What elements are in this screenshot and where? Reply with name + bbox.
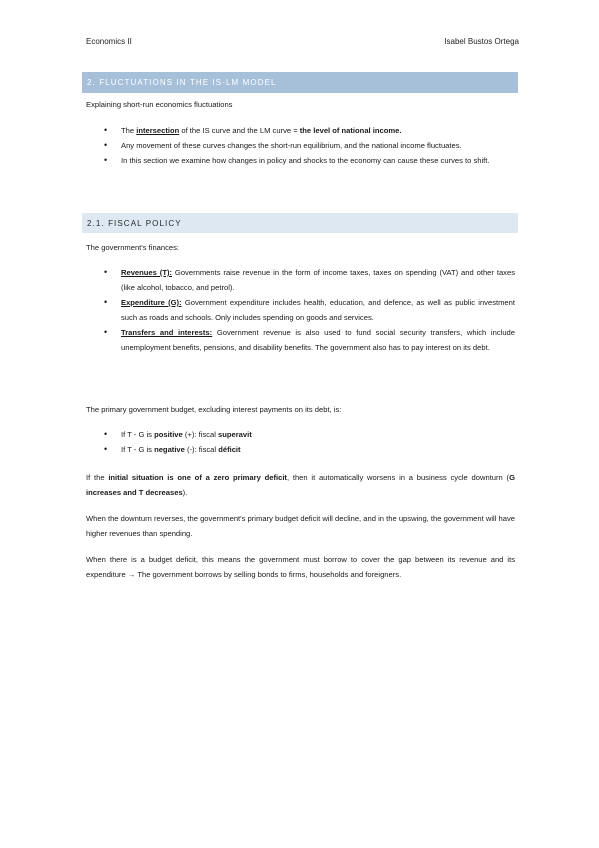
section2-intro: The government's finances: [86,243,180,252]
section-heading-is-lm: 2. FLUCTUATIONS IN THE IS-LM MODEL [82,72,518,93]
list-item: • If T - G is positive (+): fiscal superavit [86,427,515,442]
list-item: • The intersection of the IS curve and the LM curve = the level of national income. [86,123,515,138]
zero-deficit-paragraph: If the initial situation is one of a zero primary deficit, then it automatically worsens in a business cycle downturn (G increases and T decreases). [86,473,515,497]
budget-intro: The primary government budget, excluding interest payments on its debt, is: [86,405,342,414]
section-heading-fiscal-policy: 2.1. FISCAL POLICY [82,213,518,233]
list-item: • Expenditure (G): Government expenditure includes health, education, and defence, as well as public investment such as roads and schools. Only includes spending on goods and services. [86,295,515,325]
header-author: Isabel Bustos Ortega [444,37,519,46]
list-item: • If T - G is negative (-): fiscal déficit [86,442,515,457]
header-course: Economics II [86,37,132,46]
budget-deficit-paragraph: When there is a budget deficit, this means the government must borrow to cover the gap between its revenue and its expenditure → The government borrows by selling bonds to firms, households and foreigners. [86,555,515,579]
downturn-paragraph: When the downturn reverses, the government's primary budget deficit will decline, and in the upswing, the government will have higher revenues than spending. [86,514,515,538]
budget-cases-list [86,427,515,457]
finances-list [86,265,515,355]
section1-intro: Explaining short-run economics fluctuations [86,100,233,109]
list-item: • Any movement of these curves changes the short-run equilibrium, and the national income fluctuates. [86,138,515,153]
list-item: • Revenues (T): Governments raise revenue in the form of income taxes, taxes on spending (VAT) and other taxes (like alcohol, tobacco, and petrol). [86,265,515,295]
list-item: • Transfers and interests: Government revenue is also used to fund social security transfers, which include unemployment benefits, pensions, and disability benefits. The government also has to pay interest on its debt. [86,325,515,355]
section1-bullet-list [86,123,515,168]
list-item: • In this section we examine how changes in policy and shocks to the economy can cause these curves to shift. [86,153,515,168]
